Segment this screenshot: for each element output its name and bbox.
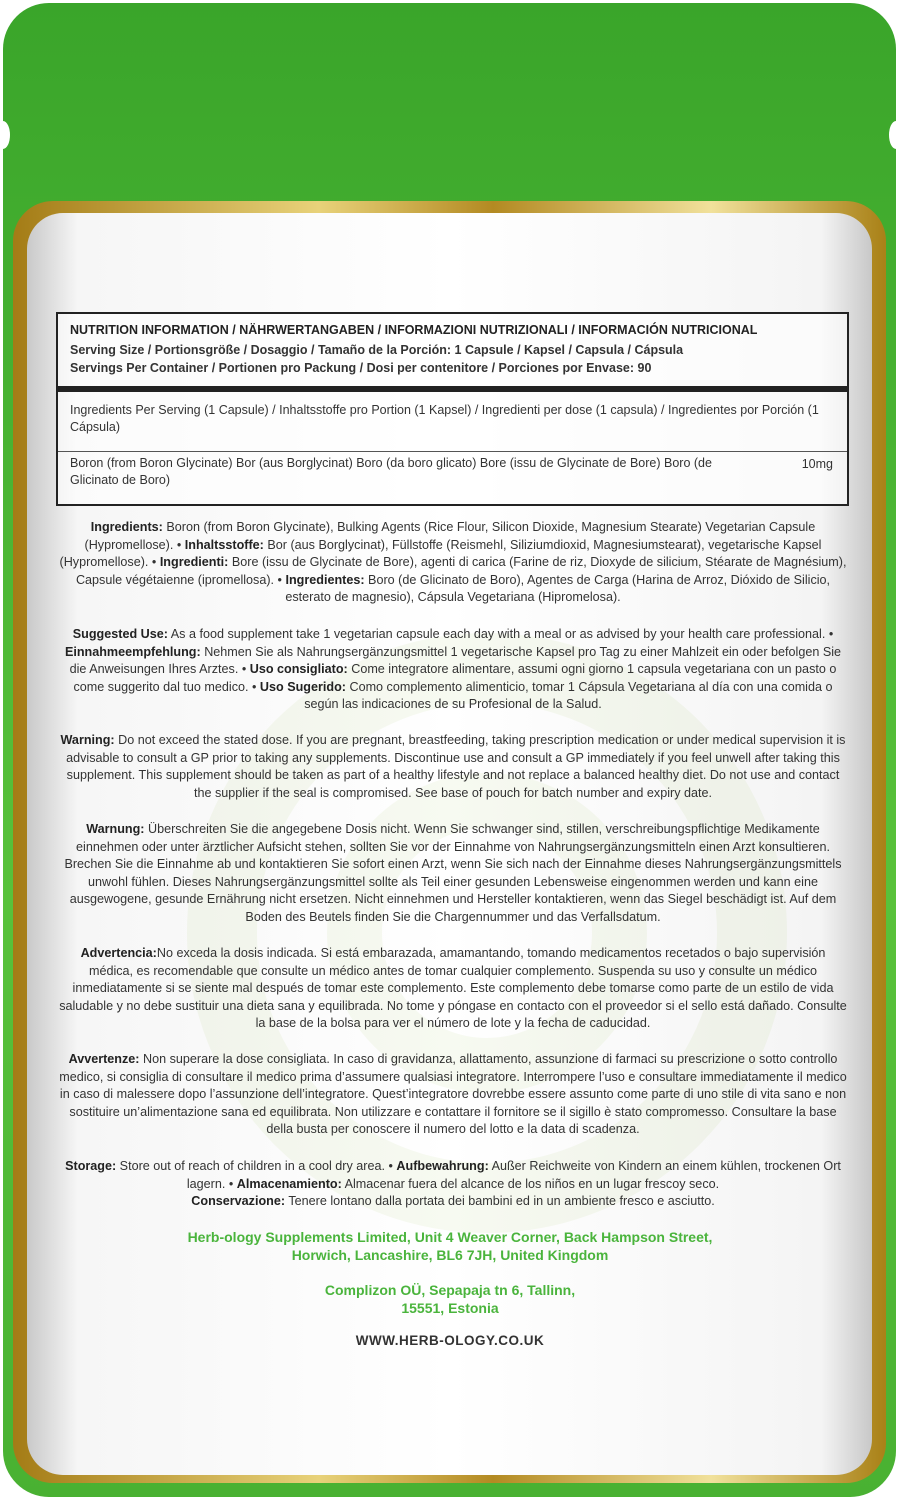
suggested-use-paragraph	[58, 626, 848, 714]
storage-de-text: Außer Reichweite von Kindern an einem kühlen, trockenen Ort lagern. •	[186, 1159, 841, 1191]
storage-en-text: Store out of reach of children in a cool dry area. •	[116, 1159, 397, 1173]
storage-es-text: Almacenar fuera del alcance de los niños en un lugar frescoy seco.	[341, 1176, 720, 1191]
warning-en-paragraph	[58, 732, 848, 802]
ingredients-per-serving: Ingredients Per Serving (1 Capsule) / Inhaltsstoffe pro Portion (1 Kapsel) / Ingredienti per dose (1 capsula) / Ingredientes por Porción (1 Cápsula)	[70, 403, 819, 434]
boron-line: Boron (from Boron Glycinate) Bor (aus Borglycinat) Boro (da boro glicato) Bore (issu de Glycinate de Bore) Boro (de Glicinato de Boro)	[70, 456, 712, 487]
storage-es-label: Almacenamiento:	[236, 1176, 342, 1191]
eu-representative	[100, 1281, 800, 1317]
ingredients-en-text: Boron (from Boron Glycinate), Bulking Agents (Rice Flour, Silicon Dioxide, Magnesium Stearate) Vegetarian Capsule (Hypromellose). •	[84, 520, 816, 552]
suggested-en-text: As a food supplement take 1 vegetarian capsule each day with a meal or as advised by your health care professional. •	[167, 627, 834, 641]
ingredients-de-text: Bor (aus Borglycinat), Füllstoffe (Reismehl, Siliziumdioxid, Magnesiumstearat), vegetarische Kapsel (Hypromellose). •	[59, 537, 822, 570]
divider-thick	[58, 386, 847, 392]
eu-line-2: 15551, Estonia	[401, 1300, 499, 1316]
ingredients-es-text: Boro (de Glicinato de Boro), Agentes de Carga (Harina de Arroz, Dióxido de Silicio, esterato de magnesio), Cápsula Vegetariana (Hipromelosa).	[285, 572, 831, 605]
warning-en-label: Warning:	[60, 733, 115, 747]
tear-notch-right	[889, 121, 896, 149]
eu-line-1: Complizon OÜ, Sepapaja tn 6, Tallinn,	[324, 1282, 576, 1298]
ingredients-de-label: Inhaltsstoffe:	[184, 537, 264, 552]
ingredients-en-label: Ingredients:	[90, 520, 163, 534]
suggested-it-label: Uso consigliato:	[249, 662, 348, 677]
warning-de-text: Überschreiten Sie die angegebene Dosis nicht. Wenn Sie schwanger sind, stillen, verschreibungspflichtige Medikamente einnehmen oder unter ärztlicher Aufsicht stehen, sollten Sie vor der Einnahme von Nahrungsergänzungsmitteln einen Arzt konsultieren. Brechen Sie die Einnahme ab und kontaktieren Sie sofort einen Arzt, wenn Sie sich nach der Einnahme dieses Nahrungsergänzungsmittels unwohl fühlen. Dieses Nahrungsergänzungsmittel sollte als Teil einer gesunden Lebensweise eingenommen werden und kann eine ausgewogene, gesunde Ernährung nicht ersetzen. Nicht einnehmen und Hersteller kontaktieren, wenn das Siegel beschädigt ist. Auf dem Boden des Beutels finden Sie die Chargennummer und das Verfallsdatum.	[64, 822, 842, 924]
serving-size: Serving Size / Portionsgröße / Dosaggio / Tamaño de la Porción: 1 Capsule / Kapsel / Capsula / Cápsula	[70, 343, 684, 357]
warning-de-paragraph	[58, 821, 848, 927]
company-line-1: Herb-ology Supplements Limited, Unit 4 Weaver Corner, Back Hampson Street,	[187, 1229, 713, 1245]
tear-notch-left	[3, 121, 10, 149]
website-url: WWW.HERB-OLOGY.CO.UK	[355, 1333, 545, 1348]
ingredients-es-label: Ingredientes:	[285, 572, 365, 587]
warning-it-label: Avvertenze:	[68, 1052, 140, 1066]
storage-paragraph	[58, 1158, 848, 1211]
storage-it-label: Conservazione:	[191, 1194, 286, 1209]
storage-en-label: Storage:	[65, 1159, 117, 1173]
warning-es-text: No exceda la dosis indicada. Si está embarazada, amamantando, tomando medicamentos recetados o bajo supervisión médica, es recomendable que consulte un médico antes de tomar cualquier complemento. Suspenda su uso y consulte un médico inmediatamente si se siente mal después de tomar este complemento. Este complemento debe tomarse como parte de un estilo de vida saludable y no debe sustituir una dieta sana y equilibrada. No tome y póngase en contacto con el proveedor si el sello está dañado. Consulte la base de la bolsa para ver el número de lote y la fecha de caducidad.	[59, 946, 847, 1031]
warning-es-label: Advertencia:	[80, 946, 157, 960]
servings-per-container: Servings Per Container / Portionen pro Packung / Dosi per contenitore / Porciones por Envase: 90	[70, 361, 652, 375]
warning-it-paragraph	[58, 1051, 848, 1139]
suggested-es-label: Uso Sugerido:	[259, 679, 346, 694]
warning-it-text: Non superare la dose consigliata. In caso di gravidanza, allattamento, assunzione di farmaci su prescrizione o sotto controllo medico, si consiglia di consultare il medico prima d’assumere qualsiasi integratore. Interrompere l’uso e consultare immediatamente il medico in caso di malessere dopo l’assunzione dell’integratore. Quest’integratore dovrebbe essere assunto come parte di uno stile di vita sano e non sostituire un’alimentazione sana ed equilibrata. Non utilizzare e contattare il fornitore se il sigillo è stato compromesso. Consultare la base della busta per conoscere il numero del lotto e la data di scadenza.	[59, 1052, 847, 1137]
divider-thin	[58, 451, 847, 452]
warning-es-paragraph	[58, 945, 848, 1033]
suggested-en-label: Suggested Use:	[72, 627, 168, 641]
suggested-de-text: Nehmen Sie als Nahrungsergänzungsmittel 1 vegetarische Kapsel pro Tag zu einer Mahlzeit ein oder befolgen Sie die Anweisungen Ihres Arztes. •	[69, 644, 842, 677]
ingredients-paragraph	[58, 519, 848, 607]
suggested-de-label: Einnahmeempfehlung:	[64, 644, 201, 659]
nutrition-title: NUTRITION INFORMATION / NÄHRWERTANGABEN / INFORMAZIONI NUTRIZIONALI / INFORMACIÓN NUTRICIONAL	[70, 323, 758, 337]
boron-amount: 10mg	[801, 457, 833, 471]
company-address	[100, 1228, 800, 1264]
storage-it-text: Tenere lontano dalla portata dei bambini ed in un ambiente fresco e asciutto.	[285, 1194, 715, 1209]
suggested-es-text: Como complemento alimenticio, tomar 1 Cápsula Vegetariana al día con una comida o según las indicaciones de su Profesional de la Salud.	[304, 679, 833, 712]
ingredients-it-label: Ingredienti:	[159, 555, 229, 570]
storage-de-label: Aufbewahrung:	[396, 1159, 489, 1173]
warning-en-text: Do not exceed the stated dose. If you are pregnant, breastfeeding, taking prescription medication or under medical supervision it is advisable to consult a GP prior to taking any supplements. Discontinue use and consult a GP immediately if you feel unwell after taking this supplement. This supplement should be taken as part of a healthy lifestyle and not replace a balanced healthy diet. Do not use and contact the supplier if the seal is compromised. See base of pouch for batch number and expiry date.	[66, 733, 846, 800]
company-line-2: Horwich, Lancashire, BL6 7JH, United Kingdom	[291, 1247, 609, 1263]
suggested-it-text: Come integratore alimentare, assumi ogni giorno 1 capsula vegetariana con un pasto o come suggerito dal tuo medico. •	[73, 662, 837, 694]
nutrition-table	[56, 312, 849, 506]
warning-de-label: Warnung:	[86, 822, 145, 836]
ingredients-it-text: Bore (issu de Glycinate de Bore), agenti di carica (Farine de riz, Dioxyde de silicium, Stéarate de Magnésium), Capsule végétaienne (ipromellosa). •	[75, 555, 847, 587]
